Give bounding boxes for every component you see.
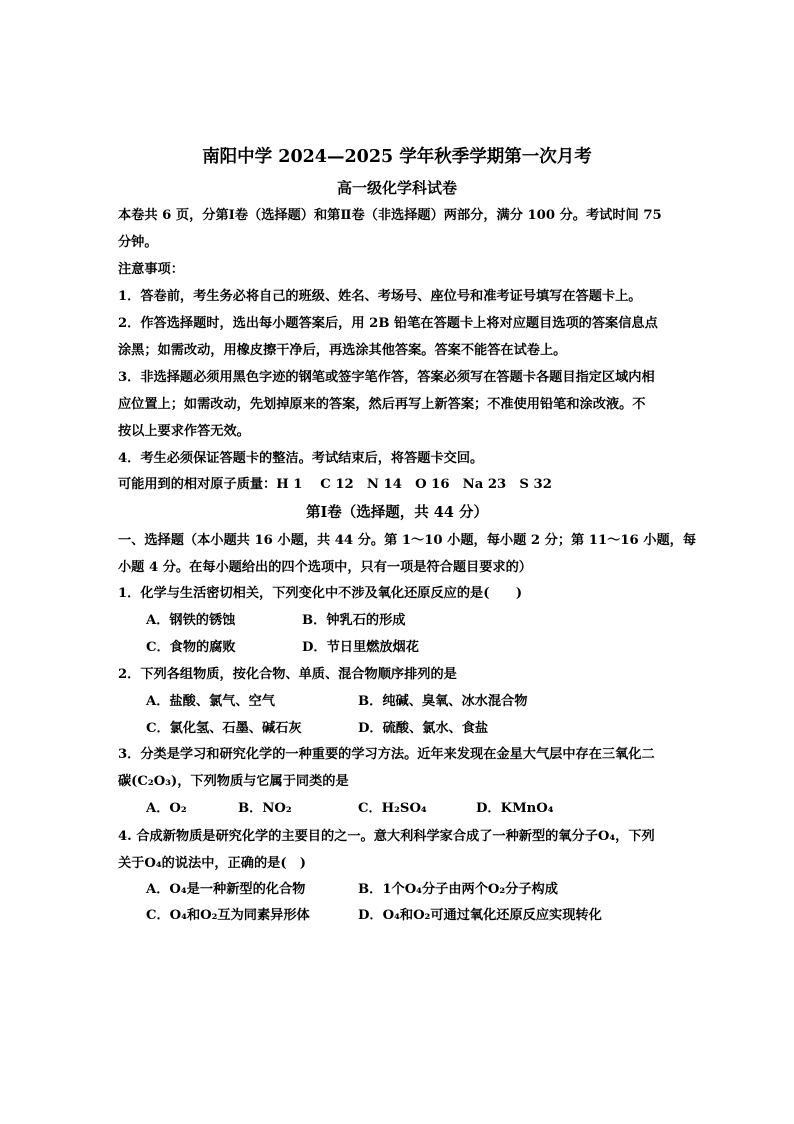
- question-1-stem: 1．化学与生活密切相关，下列变化中不涉及氧化还原反应的是( ): [118, 586, 523, 601]
- question-3-option-c: C．H₂SO₄: [358, 801, 427, 816]
- question-1-option-b: B．钟乳石的形成: [302, 613, 406, 628]
- question-2-option-c: C．氯化氢、石墨、碱石灰: [146, 721, 302, 736]
- note-3-line-a: 3．非选择题必须用黑色字迹的钢笔或签字笔作答，答案必须写在答题卡各题目指定区域内相: [118, 370, 655, 385]
- question-2-option-a: A．盐酸、氯气、空气: [146, 694, 275, 709]
- question-4-stem-line-b: 关于O₄的说法中，正确的是( ): [118, 856, 306, 871]
- question-3-option-d: D．KMnO₄: [476, 801, 554, 816]
- note-2-line-b: 涂黑；如需改动，用橡皮擦干净后，再选涂其他答案。答案不能答在试卷上。: [118, 343, 567, 358]
- intro-line-1: 本卷共 6 页，分第Ⅰ卷（选择题）和第Ⅱ卷（非选择题）两部分，满分 100 分。考试时间 75: [118, 208, 662, 223]
- note-3-line-b: 应位置上；如需改动，先划掉原来的答案，然后再写上新答案；不准使用铅笔和涂改液。不: [118, 397, 646, 412]
- section-instructions-line-b: 小题 4 分。在每小题给出的四个选项中，只有一项是符合题目要求的）: [118, 560, 532, 575]
- note-3-line-c: 按以上要求作答无效。: [118, 424, 250, 439]
- notes-heading: 注意事项：: [118, 262, 184, 277]
- question-3-option-a: A．O₂: [146, 801, 187, 816]
- question-4-option-a: A．O₄是一种新型的化合物: [146, 882, 306, 897]
- question-3-stem-line-a: 3．分类是学习和研究化学的一种重要的学习方法。近年来发现在金星大气层中存在三氧化二: [118, 747, 655, 762]
- question-4-option-c: C．O₄和O₂互为同素异形体: [146, 908, 310, 923]
- question-3-option-b: B．NO₂: [238, 801, 292, 816]
- question-1-option-d: D．节日里燃放烟花: [302, 640, 419, 655]
- question-2-option-b: B．纯碱、臭氧、冰水混合物: [358, 694, 528, 709]
- question-4-stem-line-a: 4. 合成新物质是研究化学的主要目的之一。意大利科学家合成了一种新型的氧分子O₄，下列: [118, 829, 655, 844]
- note-1: 1．答卷前，考生务必将自己的班级、姓名、考场号、座位号和准考证号填写在答题卡上。: [118, 289, 642, 304]
- question-2-option-d: D．硫酸、氯水、食盐: [358, 721, 489, 736]
- atomic-masses: 可能用到的相对原子质量：H 1 C 12 N 14 O 16 Na 23 S 32: [118, 477, 552, 492]
- section-instructions-line-a: 一、选择题（本小题共 16 小题，共 44 分。第 1～10 小题，每小题 2 分；第 11～16 小题，每: [118, 533, 697, 548]
- note-2-line-a: 2．作答选择题时，选出每小题答案后，用 2B 铅笔在答题卡上将对应题目选项的答案信息点: [118, 316, 658, 331]
- exam-title: 南阳中学 2024—2025 学年秋季学期第一次月考: [202, 147, 592, 167]
- section-1-title: 第Ⅰ卷（选择题，共 44 分）: [305, 504, 489, 521]
- intro-line-2: 分钟。: [118, 235, 158, 250]
- question-1-option-c: C．食物的腐败: [146, 640, 236, 655]
- question-2-stem: 2．下列各组物质，按化合物、单质、混合物顺序排列的是: [118, 667, 457, 682]
- question-3-stem-line-b: 碳(C₂O₃)，下列物质与它属于同类的是: [118, 774, 349, 789]
- question-4-option-d: D．O₄和O₂可通过氧化还原反应实现转化: [358, 908, 602, 923]
- question-4-option-b: B．1个O₄分子由两个O₂分子构成: [358, 882, 558, 897]
- note-4: 4．考生必须保证答题卡的整洁。考试结束后，将答题卡交回。: [118, 451, 484, 466]
- exam-subtitle: 高一级化学科试卷: [336, 179, 457, 197]
- question-1-option-a: A．钢铁的锈蚀: [146, 613, 236, 628]
